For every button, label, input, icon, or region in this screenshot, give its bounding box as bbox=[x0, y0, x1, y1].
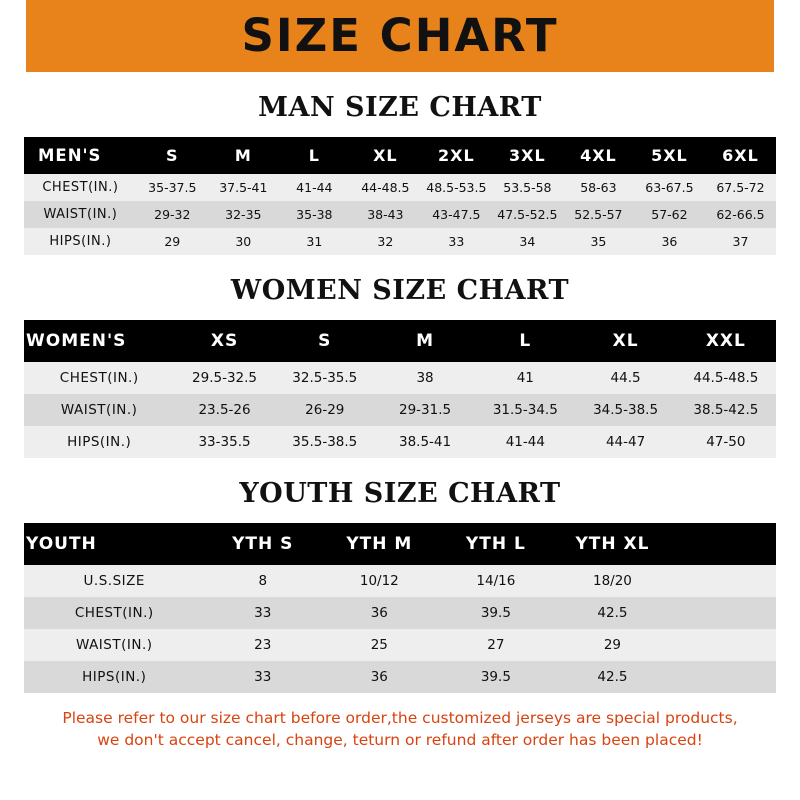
table-cell: 48.5-53.5 bbox=[426, 180, 487, 195]
youth-size-table-wrapper bbox=[24, 523, 776, 693]
table-cell-spacer bbox=[671, 661, 776, 693]
table-cell: 32-35 bbox=[225, 207, 262, 222]
table-cell: 14/16 bbox=[476, 573, 516, 589]
table-cell: 33 bbox=[448, 234, 465, 249]
table-cell: 29-32 bbox=[154, 207, 191, 222]
table-cell: 30 bbox=[235, 234, 252, 249]
table-cell: 57-62 bbox=[651, 207, 688, 222]
table-cell: 26-29 bbox=[305, 402, 345, 418]
table-header-cell: YOUTH bbox=[26, 534, 97, 554]
table-row bbox=[24, 661, 776, 693]
man-section-title: MAN SIZE CHART bbox=[258, 92, 542, 123]
table-header-cell: MEN'S bbox=[38, 146, 102, 165]
table-cell: 41-44 bbox=[296, 180, 333, 195]
table-header-cell: S bbox=[318, 331, 332, 351]
table-row bbox=[24, 629, 776, 661]
table-header-cell: XXL bbox=[705, 331, 746, 351]
table-cell: 47.5-52.5 bbox=[497, 207, 558, 222]
row-label: CHEST(IN.) bbox=[42, 180, 119, 195]
youth-size-table bbox=[24, 523, 776, 693]
table-cell: 35-37.5 bbox=[148, 180, 197, 195]
table-cell: 35-38 bbox=[296, 207, 333, 222]
table-cell: 36 bbox=[661, 234, 678, 249]
table-cell: 41 bbox=[516, 370, 534, 386]
table-cell: 32.5-35.5 bbox=[292, 370, 358, 386]
header-banner bbox=[0, 0, 800, 72]
table-cell: 52.5-57 bbox=[574, 207, 623, 222]
row-label: WAIST(IN.) bbox=[75, 637, 153, 653]
women-size-table bbox=[24, 320, 776, 458]
table-cell: 10/12 bbox=[359, 573, 399, 589]
table-header-cell: 6XL bbox=[722, 146, 759, 165]
table-header-cell: S bbox=[166, 146, 179, 165]
table-cell: 33 bbox=[254, 605, 272, 621]
footer-note-line-2: we don't accept cancel, change, teturn or refund after order has been placed! bbox=[97, 731, 703, 750]
table-cell: 63-67.5 bbox=[645, 180, 694, 195]
table-cell: 44.5 bbox=[610, 370, 641, 386]
row-label: HIPS(IN.) bbox=[67, 434, 132, 450]
footer-note-line-1: Please refer to our size chart before order,the customized jerseys are special products, bbox=[62, 709, 738, 727]
table-header-cell: 5XL bbox=[651, 146, 688, 165]
women-section-title: WOMEN SIZE CHART bbox=[230, 275, 570, 306]
youth-section-title: YOUTH SIZE CHART bbox=[239, 478, 561, 509]
table-cell: 44-47 bbox=[605, 434, 646, 450]
table-cell: 43-47.5 bbox=[432, 207, 481, 222]
table-cell: 29-31.5 bbox=[399, 402, 452, 418]
row-label: WAIST(IN.) bbox=[60, 402, 138, 418]
page-title: SIZE CHART bbox=[241, 9, 559, 62]
table-cell: 39.5 bbox=[480, 669, 511, 685]
table-header-cell: 2XL bbox=[438, 146, 475, 165]
table-cell: 62-66.5 bbox=[716, 207, 765, 222]
table-header-row bbox=[24, 320, 776, 362]
table-cell: 42.5 bbox=[597, 669, 628, 685]
table-cell: 32 bbox=[377, 234, 394, 249]
table-cell: 31.5-34.5 bbox=[492, 402, 558, 418]
table-cell: 38.5-42.5 bbox=[693, 402, 759, 418]
table-cell: 31 bbox=[306, 234, 323, 249]
table-cell: 39.5 bbox=[480, 605, 511, 621]
table-cell: 37.5-41 bbox=[219, 180, 268, 195]
table-row bbox=[24, 362, 776, 394]
table-cell: 38.5-41 bbox=[399, 434, 452, 450]
row-label: U.S.SIZE bbox=[83, 573, 145, 589]
table-header-cell: YTH L bbox=[465, 534, 526, 554]
table-header-cell: 4XL bbox=[580, 146, 617, 165]
row-label: HIPS(IN.) bbox=[49, 234, 112, 249]
table-header-cell: YTH XL bbox=[575, 534, 650, 554]
table-cell: 36 bbox=[370, 669, 388, 685]
table-row bbox=[24, 228, 776, 255]
table-cell: 36 bbox=[370, 605, 388, 621]
table-cell: 35 bbox=[590, 234, 607, 249]
man-size-table-wrapper bbox=[24, 137, 776, 255]
table-cell: 25 bbox=[370, 637, 388, 653]
table-cell: 18/20 bbox=[592, 573, 632, 589]
table-cell-spacer bbox=[671, 629, 776, 661]
table-header-cell: M bbox=[416, 331, 435, 351]
women-size-table-wrapper bbox=[24, 320, 776, 458]
table-header-spacer bbox=[671, 523, 776, 565]
table-cell: 27 bbox=[487, 637, 505, 653]
man-size-table bbox=[24, 137, 776, 255]
table-cell: 44-48.5 bbox=[361, 180, 410, 195]
table-row bbox=[24, 394, 776, 426]
table-cell-spacer bbox=[671, 565, 776, 597]
table-cell: 41-44 bbox=[505, 434, 545, 450]
table-cell-spacer bbox=[671, 597, 776, 629]
table-header-cell: YTH M bbox=[346, 534, 413, 554]
table-cell: 67.5-72 bbox=[716, 180, 765, 195]
table-cell: 53.5-58 bbox=[503, 180, 552, 195]
table-cell: 23 bbox=[254, 637, 272, 653]
table-cell: 34.5-38.5 bbox=[593, 402, 659, 418]
row-label: WAIST(IN.) bbox=[43, 207, 118, 222]
table-cell: 42.5 bbox=[597, 605, 628, 621]
table-cell: 38 bbox=[416, 370, 434, 386]
table-row bbox=[24, 174, 776, 201]
table-cell: 37 bbox=[732, 234, 749, 249]
table-header-cell: XS bbox=[210, 331, 239, 351]
table-cell: 47-50 bbox=[706, 434, 746, 450]
table-header-cell: XL bbox=[373, 146, 398, 165]
table-cell: 29 bbox=[164, 234, 181, 249]
table-cell: 44.5-48.5 bbox=[693, 370, 759, 386]
table-header-row bbox=[24, 137, 776, 174]
table-header-cell: 3XL bbox=[509, 146, 546, 165]
table-header-cell: L bbox=[308, 146, 320, 165]
table-header-cell: XL bbox=[612, 331, 639, 351]
footer-note bbox=[20, 707, 780, 752]
table-row bbox=[24, 597, 776, 629]
table-row bbox=[24, 201, 776, 228]
table-header-cell: L bbox=[519, 331, 532, 351]
table-header-row bbox=[24, 523, 776, 565]
table-cell: 33 bbox=[254, 669, 272, 685]
table-header-cell: WOMEN'S bbox=[26, 331, 127, 351]
table-row bbox=[24, 426, 776, 458]
table-cell: 23.5-26 bbox=[198, 402, 251, 418]
row-label: CHEST(IN.) bbox=[59, 370, 139, 386]
banner-right-notch bbox=[774, 0, 800, 72]
table-row bbox=[24, 565, 776, 597]
table-cell: 29.5-32.5 bbox=[192, 370, 258, 386]
table-cell: 8 bbox=[258, 573, 268, 589]
table-header-cell: YTH S bbox=[232, 534, 294, 554]
banner-left-notch bbox=[0, 0, 26, 72]
table-cell: 34 bbox=[519, 234, 536, 249]
table-header-cell: M bbox=[234, 146, 252, 165]
table-cell: 38-43 bbox=[367, 207, 404, 222]
row-label: HIPS(IN.) bbox=[82, 669, 147, 685]
table-cell: 29 bbox=[603, 637, 622, 653]
table-cell: 35.5-38.5 bbox=[292, 434, 358, 450]
row-label: CHEST(IN.) bbox=[74, 605, 154, 621]
table-cell: 58-63 bbox=[580, 180, 617, 195]
table-cell: 33-35.5 bbox=[198, 434, 251, 450]
